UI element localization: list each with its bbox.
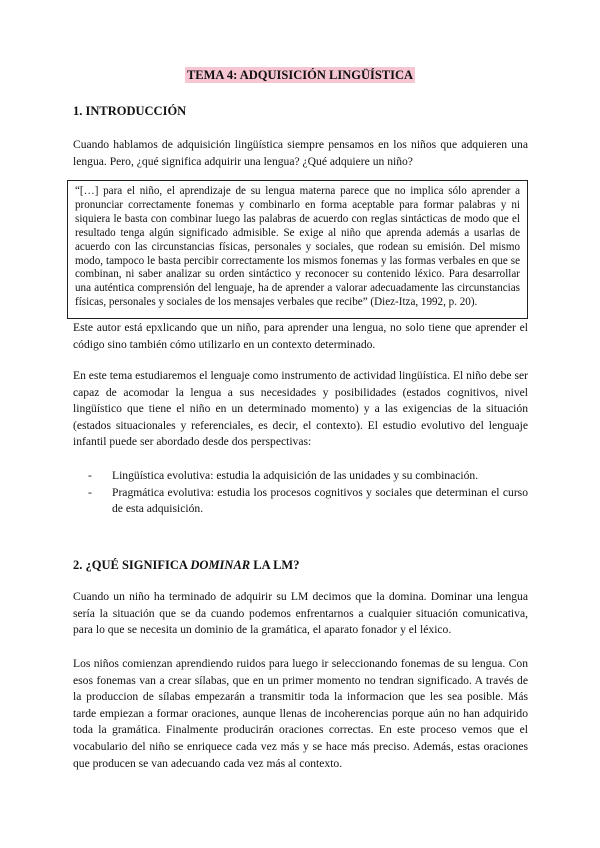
heading-part: LA LM? bbox=[250, 558, 300, 572]
page-title bbox=[0, 68, 600, 83]
paragraph-ruidos: Los niños comienzan aprendiendo ruidos para luego ir seleccionando fonemas de su lengua. Con esos fonemas van a crear sílabas, que en un primer momento no tendran significado. A través de la produccion de sílabas empezarán a transmitir toda la informacion que les sea posible. Más tarde empiezan a formar oraciones, aunque llenas de incoherencias porque aún no han adquirido toda la gramática. Finalmente producirán oraciones correctas. En este proceso vemos que el vocabulario del niño se enriquece cada vez más y se hace más preciso. Además, estas oraciones que producen se van adecuando cada vez más al contexto. bbox=[73, 657, 528, 770]
section-heading-introduccion: 1. INTRODUCCIÓN bbox=[73, 104, 187, 118]
section-heading-dominar bbox=[73, 558, 299, 573]
paragraph-intro: Cuando hablamos de adquisición lingüística siempre pensamos en los niños que adquieren una lengua. Pero, ¿qué significa adquirir una lengua? ¿Qué adquiere un niño? bbox=[73, 138, 528, 168]
quote-text: “[…] para el niño, el aprendizaje de su lengua materna parece que no implica sólo aprender a pronunciar correctamente fonemas y combinarlo en forma aceptable para formar palabras y ni siquiera le basta con combinar luego las palabras de acuerdo con reglas sintácticas de modo que el resultado tenga algún significado admisible. Se exige al niño que aprenda además a usarlas de acuerdo con las circunstancias físicas, personales y sociales, que rodean su emisión. Del mismo modo, tampoco le basta percibir correctamente los mismos fonemas y las formas verbales en que se combinan, ni saber analizar su orden sintáctico y reconocer su contenido léxico. Para desarrollar una auténtica comprensión del lenguaje, ha de aprender a valorar adecuadamente las circunstancias físicas, personales y sociales de los mensajes verbales que recibe” (Diez-Itza, 1992, p. 20). bbox=[75, 185, 520, 309]
perspectives-list bbox=[88, 468, 528, 518]
list-item-text: Pragmática evolutiva: estudia los procesos cognitivos y sociales que determinan el curso de esta adquisición. bbox=[112, 485, 528, 516]
paragraph-tema: En este tema estudiaremos el lenguaje como instrumento de actividad lingüística. El niño debe ser capaz de acomodar la lengua a sus necesidades y posibilidades (estados cognitivos, nivel lingüístico que tiene el niño en un determinado momento) y a las exigencias de la situación (estados situacionales y referenciales, es decir, el contexto). El estudio evolutivo del lenguaje infantil puede ser abordado desde dos perspectivas: bbox=[73, 369, 528, 449]
paragraph-after-quote: Este autor está epxlicando que un niño, para aprender una lengua, no solo tiene que aprender el código sino también cómo utilizarlo en un contexto determinado. bbox=[73, 321, 528, 351]
list-bullet: - bbox=[88, 469, 92, 482]
page-title-text: TEMA 4: ADQUISICIÓN LINGÜÍSTICA bbox=[186, 68, 414, 82]
quote-box bbox=[67, 180, 528, 319]
list-bullet: - bbox=[88, 485, 92, 499]
paragraph-dominar: Cuando un niño ha terminado de adquirir su LM decimos que la domina. Dominar una lengua sería la situación que se da cuando podemos enfrentarnos a cualquier situación comunicativa, para lo que se necesita un dominio de la gramática, el aparato fonador y el léxico. bbox=[73, 590, 528, 637]
list-item-text: Lingüística evolutiva: estudia la adquisición de las unidades y su combinación. bbox=[112, 469, 479, 482]
list-item bbox=[88, 468, 528, 485]
heading-part: 2. ¿QUÉ SIGNIFICA bbox=[73, 558, 191, 572]
heading-emphasis: DOMINAR bbox=[190, 558, 251, 572]
list-item bbox=[88, 485, 528, 518]
